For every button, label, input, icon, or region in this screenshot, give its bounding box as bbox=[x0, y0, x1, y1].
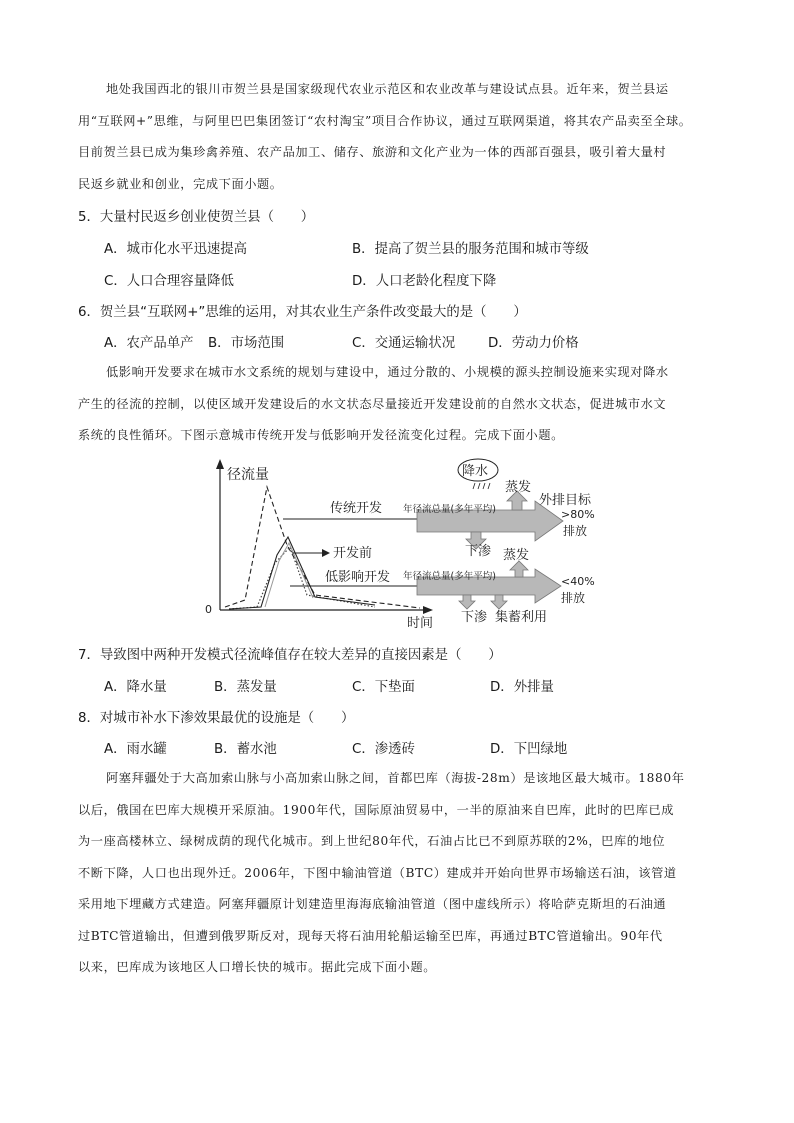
origin-label: 0 bbox=[205, 603, 212, 616]
question-7-option-c[interactable]: C．下垫面 bbox=[352, 680, 415, 695]
question-7-option-d[interactable]: D．外排量 bbox=[490, 680, 554, 695]
outflow-target: 外排目标 bbox=[539, 493, 592, 508]
question-5-option-d[interactable]: D．人口老龄化程度下降 bbox=[352, 274, 497, 289]
x-axis-arrow bbox=[423, 606, 433, 614]
question-6-option-d[interactable]: D．劳动力价格 bbox=[488, 336, 579, 351]
passage-azerbaijan-baku bbox=[78, 763, 734, 984]
passage-line: 目前贺兰县已成为集珍禽养殖、农产品加工、储存、旅游和文化产业为一体的西部百强县，吸引着大量村 bbox=[78, 145, 667, 159]
passage-line: 民返乡就业和创业，完成下面小题。 bbox=[78, 176, 283, 191]
infil-down-arrow-bottom bbox=[459, 595, 475, 609]
passage-line: 过BTC管道输出，但遭到俄罗斯反对，现每天将石油用轮船运输至巴库，再通过BTC管道输出。90年代 bbox=[78, 928, 663, 943]
bottom-discharge: 排放 bbox=[561, 591, 586, 605]
traditional-label: 传统开发 bbox=[330, 501, 383, 516]
question-5-stem: 5．大量村民返乡创业使贺兰县（ ） bbox=[78, 210, 315, 225]
passage-line: 采用地下埋藏方式建造。阿塞拜疆原计划建造里海海底输油管道（图中虚线所示）将哈萨克斯坦的石油通 bbox=[78, 897, 667, 911]
annual-runoff-bottom: 年径流总量(多年平均) bbox=[403, 571, 496, 582]
infil-label-top: 下渗 bbox=[465, 544, 492, 559]
question-6-option-b[interactable]: B．市场范围 bbox=[208, 336, 285, 351]
passage-line: 用“互联网+”思维，与阿里巴巴集团签订“农村淘宝”项目合作协议，通过互联网渠道，将其农产品卖至全球。 bbox=[78, 113, 692, 128]
low-impact-flow-arrow bbox=[417, 561, 561, 609]
question-6-option-a[interactable]: A．农产品单产 bbox=[104, 336, 194, 351]
low-impact-label: 低影响开发 bbox=[325, 570, 391, 585]
traditional-curve bbox=[225, 487, 420, 608]
y-axis-arrow bbox=[216, 459, 224, 469]
bottom-percent: <40% bbox=[561, 575, 595, 588]
passage-line: 以来，巴库成为该地区人口增长快的城市。据此完成下面小题。 bbox=[78, 960, 437, 974]
passage-low-impact-development bbox=[78, 357, 734, 452]
question-5-option-a[interactable]: A．城市化水平迅速提高 bbox=[104, 242, 248, 257]
passage-line: 以后，俄国在巴库大规模开采原油。1900年代，国际原油贸易中，一半的原油来自巴库，此时的巴库已成 bbox=[78, 802, 675, 817]
passage-line: 阿塞拜疆处于大高加索山脉与小高加索山脉之间，首都巴库（海拔-28m）是该地区最大城市。1880年 bbox=[106, 771, 685, 785]
passage-line: 地处我国西北的银川市贺兰县是国家级现代农业示范区和农业改革与建设试点县。近年来，贺兰县运 bbox=[106, 82, 669, 96]
question-7-option-b[interactable]: B．蒸发量 bbox=[214, 680, 277, 695]
question-8-option-b[interactable]: B．蓄水池 bbox=[214, 742, 277, 757]
runoff-diagram bbox=[195, 455, 615, 633]
question-7-stem: 7．导致图中两种开发模式径流峰值存在较大差异的直接因素是（ ） bbox=[78, 648, 502, 663]
top-discharge: 排放 bbox=[563, 524, 588, 538]
rain-drops-icon bbox=[473, 483, 490, 489]
passage-helan-county bbox=[78, 74, 734, 200]
storage-down-arrow bbox=[491, 595, 507, 609]
passage-line: 产生的径流的控制，以使区域开发建设后的水文状态尽量接近开发建设前的自然水文状态，促进城市水文 bbox=[78, 396, 667, 411]
passage-line: 系统的良性循环。下图示意城市传统开发与低影响开发径流变化过程。完成下面小题。 bbox=[78, 428, 564, 442]
rain-label: 降水 bbox=[462, 464, 489, 479]
evap-label-top: 蒸发 bbox=[505, 480, 532, 495]
question-6-option-c[interactable]: C．交通运输状况 bbox=[352, 336, 456, 351]
top-percent: >80% bbox=[561, 508, 595, 521]
question-7-option-a[interactable]: A．降水量 bbox=[104, 680, 167, 695]
evap-label-bottom: 蒸发 bbox=[503, 548, 530, 563]
infil-label-bottom: 下渗 bbox=[461, 610, 488, 625]
question-8-stem: 8．对城市补水下渗效果最优的设施是（ ） bbox=[78, 711, 355, 726]
passage-line: 低影响开发要求在城市水文系统的规划与建设中，通过分散的、小规模的源头控制设施来实现对降水 bbox=[106, 365, 669, 379]
question-8-option-c[interactable]: C．渗透砖 bbox=[352, 742, 415, 757]
y-axis-label: 径流量 bbox=[227, 467, 269, 483]
question-6-stem: 6．贺兰县“互联网+”思维的运用，对其农业生产条件改变最大的是（ ） bbox=[78, 305, 527, 320]
question-8-option-d[interactable]: D．下凹绿地 bbox=[490, 742, 568, 757]
x-axis-label: 时间 bbox=[407, 616, 434, 631]
storage-use-label: 集蓄利用 bbox=[495, 610, 548, 625]
pre-dev-label: 开发前 bbox=[333, 546, 373, 561]
question-5-option-c[interactable]: C．人口合理容量降低 bbox=[104, 274, 234, 289]
evap-up-arrow-bottom bbox=[510, 561, 528, 577]
question-5-option-b[interactable]: B．提高了贺兰县的服务范围和城市等级 bbox=[352, 242, 589, 257]
passage-line: 不断下降，人口也出现外迁。2006年，下图中输油管道（BTC）建成并开始向世界市场输送石油，该管道 bbox=[78, 865, 677, 880]
question-8-option-a[interactable]: A．雨水罐 bbox=[104, 742, 167, 757]
annual-runoff-top: 年径流总量(多年平均) bbox=[403, 504, 496, 515]
passage-line: 为一座高楼林立、绿树成荫的现代化城市。到上世纪80年代，石油占比已不到原苏联的2%，巴库的地位 bbox=[78, 834, 666, 848]
